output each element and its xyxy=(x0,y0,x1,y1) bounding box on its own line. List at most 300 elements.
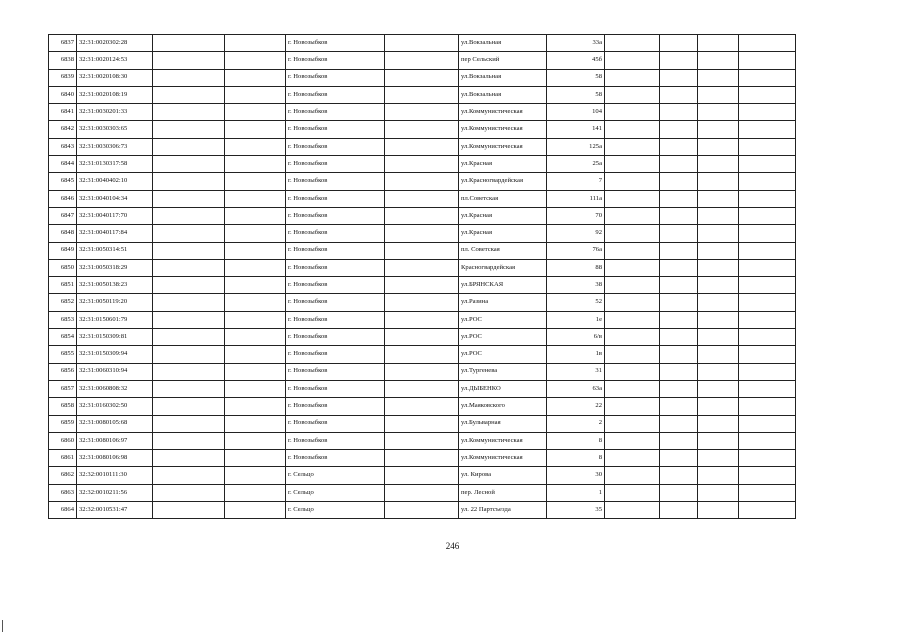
empty-cell xyxy=(225,484,286,501)
empty-cell xyxy=(153,225,225,242)
cadastral-number-cell: 32:31:0030306:73 xyxy=(77,138,153,155)
empty-cell xyxy=(660,294,698,311)
empty-cell xyxy=(385,311,459,328)
city-cell: г. Новозыбков xyxy=(286,242,385,259)
empty-cell xyxy=(698,294,739,311)
empty-cell xyxy=(153,259,225,276)
register-table xyxy=(48,34,796,519)
cadastral-number-cell: 32:31:0040117:84 xyxy=(77,225,153,242)
row-number-cell: 6858 xyxy=(49,398,77,415)
empty-cell xyxy=(153,190,225,207)
empty-cell xyxy=(385,502,459,519)
city-cell: г. Новозыбков xyxy=(286,104,385,121)
empty-cell xyxy=(739,86,796,103)
empty-cell xyxy=(385,467,459,484)
empty-cell xyxy=(605,35,660,52)
empty-cell xyxy=(739,432,796,449)
empty-cell xyxy=(698,467,739,484)
empty-cell xyxy=(739,415,796,432)
empty-cell xyxy=(660,121,698,138)
empty-cell xyxy=(153,52,225,69)
table-row xyxy=(49,380,796,397)
row-number-cell: 6855 xyxy=(49,346,77,363)
city-cell: г. Новозыбков xyxy=(286,138,385,155)
empty-cell xyxy=(225,294,286,311)
street-cell: пл. Советская xyxy=(459,242,547,259)
city-cell: г. Новозыбков xyxy=(286,363,385,380)
empty-cell xyxy=(660,398,698,415)
empty-cell xyxy=(739,450,796,467)
empty-cell xyxy=(153,86,225,103)
house-number-cell: 1в xyxy=(547,346,605,363)
empty-cell xyxy=(153,207,225,224)
empty-cell xyxy=(739,398,796,415)
street-cell: ул.Маяковского xyxy=(459,398,547,415)
empty-cell xyxy=(385,484,459,501)
house-number-cell: 8 xyxy=(547,432,605,449)
cadastral-number-cell: 32:31:0080106:97 xyxy=(77,432,153,449)
empty-cell xyxy=(605,432,660,449)
table-row xyxy=(49,173,796,190)
empty-cell xyxy=(739,242,796,259)
cadastral-number-cell: 32:31:0150601:79 xyxy=(77,311,153,328)
street-cell: ул.Коммунистическая xyxy=(459,121,547,138)
city-cell: г. Новозыбков xyxy=(286,380,385,397)
city-cell: г. Новозыбков xyxy=(286,346,385,363)
empty-cell xyxy=(739,52,796,69)
row-number-cell: 6854 xyxy=(49,329,77,346)
row-number-cell: 6864 xyxy=(49,502,77,519)
empty-cell xyxy=(698,121,739,138)
empty-cell xyxy=(605,86,660,103)
city-cell: г. Новозыбков xyxy=(286,311,385,328)
city-cell: г. Новозыбков xyxy=(286,329,385,346)
cadastral-number-cell: 32:32:0010531:47 xyxy=(77,502,153,519)
empty-cell xyxy=(660,190,698,207)
empty-cell xyxy=(153,277,225,294)
empty-cell xyxy=(698,138,739,155)
empty-cell xyxy=(605,380,660,397)
empty-cell xyxy=(739,259,796,276)
row-number-cell: 6849 xyxy=(49,242,77,259)
empty-cell xyxy=(698,484,739,501)
house-number-cell: 58 xyxy=(547,69,605,86)
empty-cell xyxy=(660,467,698,484)
house-number-cell: 125а xyxy=(547,138,605,155)
empty-cell xyxy=(605,467,660,484)
city-cell: г. Новозыбков xyxy=(286,207,385,224)
house-number-cell: 76а xyxy=(547,242,605,259)
empty-cell xyxy=(225,173,286,190)
empty-cell xyxy=(605,502,660,519)
city-cell: г. Новозыбков xyxy=(286,190,385,207)
empty-cell xyxy=(739,173,796,190)
empty-cell xyxy=(660,363,698,380)
empty-cell xyxy=(605,484,660,501)
street-cell: ул.РОС xyxy=(459,329,547,346)
empty-cell xyxy=(153,484,225,501)
empty-cell xyxy=(225,121,286,138)
empty-cell xyxy=(385,69,459,86)
empty-cell xyxy=(225,138,286,155)
empty-cell xyxy=(385,52,459,69)
empty-cell xyxy=(739,190,796,207)
empty-cell xyxy=(698,415,739,432)
row-number-cell: 6838 xyxy=(49,52,77,69)
house-number-cell: 7 xyxy=(547,173,605,190)
empty-cell xyxy=(225,450,286,467)
table-row xyxy=(49,35,796,52)
table-row xyxy=(49,242,796,259)
empty-cell xyxy=(385,121,459,138)
cadastral-number-cell: 32:31:0020108:19 xyxy=(77,86,153,103)
cadastral-number-cell: 32:31:0050119:20 xyxy=(77,294,153,311)
row-number-cell: 6863 xyxy=(49,484,77,501)
empty-cell xyxy=(153,398,225,415)
street-cell: ул. Кирова xyxy=(459,467,547,484)
row-number-cell: 6860 xyxy=(49,432,77,449)
table-row xyxy=(49,294,796,311)
empty-cell xyxy=(225,207,286,224)
street-cell: пер. Лесной xyxy=(459,484,547,501)
empty-cell xyxy=(153,294,225,311)
empty-cell xyxy=(698,450,739,467)
street-cell: ул.Вокзальная xyxy=(459,69,547,86)
street-cell: ул.БРЯНСКАЯ xyxy=(459,277,547,294)
empty-cell xyxy=(605,225,660,242)
empty-cell xyxy=(225,346,286,363)
row-number-cell: 6859 xyxy=(49,415,77,432)
street-cell: ул.Бульварная xyxy=(459,415,547,432)
empty-cell xyxy=(385,35,459,52)
row-number-cell: 6840 xyxy=(49,86,77,103)
empty-cell xyxy=(698,225,739,242)
empty-cell xyxy=(739,121,796,138)
house-number-cell: 38 xyxy=(547,277,605,294)
row-number-cell: 6862 xyxy=(49,467,77,484)
table-row xyxy=(49,329,796,346)
table-row xyxy=(49,467,796,484)
empty-cell xyxy=(739,225,796,242)
empty-cell xyxy=(660,277,698,294)
row-number-cell: 6842 xyxy=(49,121,77,138)
cadastral-number-cell: 32:31:0150309:81 xyxy=(77,329,153,346)
empty-cell xyxy=(225,398,286,415)
empty-cell xyxy=(605,138,660,155)
cadastral-number-cell: 32:31:0060310:94 xyxy=(77,363,153,380)
empty-cell xyxy=(698,173,739,190)
house-number-cell: 111а xyxy=(547,190,605,207)
empty-cell xyxy=(385,207,459,224)
cadastral-number-cell: 32:31:0040104:34 xyxy=(77,190,153,207)
empty-cell xyxy=(153,502,225,519)
empty-cell xyxy=(153,415,225,432)
city-cell: г. Новозыбков xyxy=(286,259,385,276)
empty-cell xyxy=(153,121,225,138)
empty-cell xyxy=(385,173,459,190)
table-row xyxy=(49,121,796,138)
row-number-cell: 6850 xyxy=(49,259,77,276)
empty-cell xyxy=(385,225,459,242)
table-row xyxy=(49,398,796,415)
empty-cell xyxy=(225,467,286,484)
table-row xyxy=(49,484,796,501)
empty-cell xyxy=(698,380,739,397)
house-number-cell: 30 xyxy=(547,467,605,484)
empty-cell xyxy=(605,294,660,311)
house-number-cell: 63а xyxy=(547,380,605,397)
empty-cell xyxy=(698,432,739,449)
empty-cell xyxy=(605,329,660,346)
cadastral-number-cell: 32:31:0020302:28 xyxy=(77,35,153,52)
empty-cell xyxy=(660,69,698,86)
table-row xyxy=(49,207,796,224)
empty-cell xyxy=(225,311,286,328)
empty-cell xyxy=(385,294,459,311)
cadastral-number-cell: 32:31:0050318:29 xyxy=(77,259,153,276)
empty-cell xyxy=(698,190,739,207)
empty-cell xyxy=(605,69,660,86)
cadastral-number-cell: 32:31:0150309:94 xyxy=(77,346,153,363)
empty-cell xyxy=(385,156,459,173)
house-number-cell: 70 xyxy=(547,207,605,224)
empty-cell xyxy=(698,156,739,173)
empty-cell xyxy=(605,363,660,380)
street-cell: ул. 22 Партсъезда xyxy=(459,502,547,519)
empty-cell xyxy=(225,329,286,346)
row-number-cell: 6837 xyxy=(49,35,77,52)
city-cell: г. Новозыбков xyxy=(286,173,385,190)
house-number-cell: 104 xyxy=(547,104,605,121)
house-number-cell: 33а xyxy=(547,35,605,52)
house-number-cell: 22 xyxy=(547,398,605,415)
cadastral-number-cell: 32:31:0050138:23 xyxy=(77,277,153,294)
row-number-cell: 6844 xyxy=(49,156,77,173)
empty-cell xyxy=(698,259,739,276)
empty-cell xyxy=(698,35,739,52)
empty-cell xyxy=(739,484,796,501)
empty-cell xyxy=(605,52,660,69)
cadastral-number-cell: 32:31:0040402:10 xyxy=(77,173,153,190)
empty-cell xyxy=(660,311,698,328)
empty-cell xyxy=(605,242,660,259)
city-cell: г. Новозыбков xyxy=(286,432,385,449)
house-number-cell: 8 xyxy=(547,450,605,467)
empty-cell xyxy=(698,52,739,69)
table-row xyxy=(49,225,796,242)
street-cell: ул.Разина xyxy=(459,294,547,311)
empty-cell xyxy=(605,259,660,276)
empty-cell xyxy=(739,502,796,519)
empty-cell xyxy=(153,380,225,397)
empty-cell xyxy=(660,380,698,397)
empty-cell xyxy=(385,415,459,432)
city-cell: г. Новозыбков xyxy=(286,52,385,69)
empty-cell xyxy=(698,242,739,259)
cadastral-number-cell: 32:31:0030303:65 xyxy=(77,121,153,138)
empty-cell xyxy=(225,432,286,449)
empty-cell xyxy=(385,277,459,294)
empty-cell xyxy=(153,35,225,52)
cadastral-number-cell: 32:31:0040117:70 xyxy=(77,207,153,224)
empty-cell xyxy=(605,346,660,363)
empty-cell xyxy=(385,398,459,415)
empty-cell xyxy=(605,450,660,467)
street-cell: ул.Красногвардейская xyxy=(459,173,547,190)
empty-cell xyxy=(385,242,459,259)
table-row xyxy=(49,415,796,432)
street-cell: ул.Коммунистическая xyxy=(459,138,547,155)
street-cell: ул.РОС xyxy=(459,311,547,328)
table-row xyxy=(49,138,796,155)
row-number-cell: 6861 xyxy=(49,450,77,467)
empty-cell xyxy=(739,104,796,121)
empty-cell xyxy=(660,86,698,103)
empty-cell xyxy=(698,69,739,86)
empty-cell xyxy=(225,277,286,294)
table-row xyxy=(49,259,796,276)
empty-cell xyxy=(225,363,286,380)
empty-cell xyxy=(660,329,698,346)
empty-cell xyxy=(385,104,459,121)
empty-cell xyxy=(739,329,796,346)
empty-cell xyxy=(385,380,459,397)
table-row xyxy=(49,502,796,519)
table-row xyxy=(49,311,796,328)
table-row xyxy=(49,190,796,207)
cadastral-number-cell: 32:31:0050314:51 xyxy=(77,242,153,259)
empty-cell xyxy=(698,86,739,103)
empty-cell xyxy=(660,173,698,190)
house-number-cell: 58 xyxy=(547,86,605,103)
row-number-cell: 6841 xyxy=(49,104,77,121)
street-cell: ул.Красная xyxy=(459,207,547,224)
cadastral-number-cell: 32:31:0020108:30 xyxy=(77,69,153,86)
empty-cell xyxy=(739,35,796,52)
empty-cell xyxy=(225,259,286,276)
street-cell: ул.Тургенева xyxy=(459,363,547,380)
empty-cell xyxy=(385,432,459,449)
table-row xyxy=(49,69,796,86)
city-cell: г. Новозыбков xyxy=(286,294,385,311)
row-number-cell: 6845 xyxy=(49,173,77,190)
empty-cell xyxy=(698,502,739,519)
empty-cell xyxy=(660,346,698,363)
table-row xyxy=(49,363,796,380)
empty-cell xyxy=(153,329,225,346)
empty-cell xyxy=(660,104,698,121)
empty-cell xyxy=(225,52,286,69)
empty-cell xyxy=(660,156,698,173)
city-cell: г. Новозыбков xyxy=(286,86,385,103)
empty-cell xyxy=(225,156,286,173)
cadastral-number-cell: 32:31:0130317:58 xyxy=(77,156,153,173)
row-number-cell: 6853 xyxy=(49,311,77,328)
empty-cell xyxy=(605,190,660,207)
street-cell: ул.Вокзальная xyxy=(459,86,547,103)
cadastral-number-cell: 32:31:0030201:33 xyxy=(77,104,153,121)
empty-cell xyxy=(739,363,796,380)
empty-cell xyxy=(660,432,698,449)
city-cell: г. Новозыбков xyxy=(286,277,385,294)
empty-cell xyxy=(660,52,698,69)
empty-cell xyxy=(739,380,796,397)
empty-cell xyxy=(660,138,698,155)
empty-cell xyxy=(153,104,225,121)
empty-cell xyxy=(605,207,660,224)
empty-cell xyxy=(385,259,459,276)
cadastral-number-cell: 32:31:0160302:50 xyxy=(77,398,153,415)
empty-cell xyxy=(739,207,796,224)
empty-cell xyxy=(225,86,286,103)
street-cell: пл.Советская xyxy=(459,190,547,207)
street-cell: Красногвардейская xyxy=(459,259,547,276)
row-number-cell: 6851 xyxy=(49,277,77,294)
empty-cell xyxy=(153,173,225,190)
street-cell: ул.РОС xyxy=(459,346,547,363)
empty-cell xyxy=(739,156,796,173)
city-cell: г. Новозыбков xyxy=(286,121,385,138)
empty-cell xyxy=(225,380,286,397)
house-number-cell: 1 xyxy=(547,484,605,501)
empty-cell xyxy=(739,311,796,328)
city-cell: г. Новозыбков xyxy=(286,415,385,432)
table-row xyxy=(49,277,796,294)
house-number-cell: 141 xyxy=(547,121,605,138)
empty-cell xyxy=(225,502,286,519)
street-cell: ул.Коммунистическая xyxy=(459,104,547,121)
street-cell: ул.ДЫБЕНКО xyxy=(459,380,547,397)
empty-cell xyxy=(605,311,660,328)
empty-cell xyxy=(660,415,698,432)
cadastral-number-cell: 32:31:0080106:98 xyxy=(77,450,153,467)
house-number-cell: 2 xyxy=(547,415,605,432)
empty-cell xyxy=(153,467,225,484)
empty-cell xyxy=(153,432,225,449)
table-row xyxy=(49,346,796,363)
city-cell: г. Новозыбков xyxy=(286,35,385,52)
street-cell: ул.Коммунистическая xyxy=(459,450,547,467)
empty-cell xyxy=(739,69,796,86)
table-row xyxy=(49,450,796,467)
page-number: 246 xyxy=(445,541,460,551)
empty-cell xyxy=(153,450,225,467)
empty-cell xyxy=(739,346,796,363)
empty-cell xyxy=(698,277,739,294)
row-number-cell: 6852 xyxy=(49,294,77,311)
street-cell: ул.Красная xyxy=(459,225,547,242)
cadastral-number-cell: 32:31:0020124:53 xyxy=(77,52,153,69)
street-cell: ул.Красная xyxy=(459,156,547,173)
house-number-cell: 35 xyxy=(547,502,605,519)
city-cell: г. Сельцо xyxy=(286,467,385,484)
row-number-cell: 6848 xyxy=(49,225,77,242)
empty-cell xyxy=(739,138,796,155)
row-number-cell: 6846 xyxy=(49,190,77,207)
empty-cell xyxy=(385,329,459,346)
empty-cell xyxy=(385,86,459,103)
street-cell: пер Сельский xyxy=(459,52,547,69)
empty-cell xyxy=(698,311,739,328)
table-row xyxy=(49,86,796,103)
house-number-cell: 31 xyxy=(547,363,605,380)
empty-cell xyxy=(660,259,698,276)
empty-cell xyxy=(225,104,286,121)
empty-cell xyxy=(153,346,225,363)
empty-cell xyxy=(698,104,739,121)
scan-edge-mark xyxy=(2,620,3,632)
street-cell: ул.Вокзальная xyxy=(459,35,547,52)
